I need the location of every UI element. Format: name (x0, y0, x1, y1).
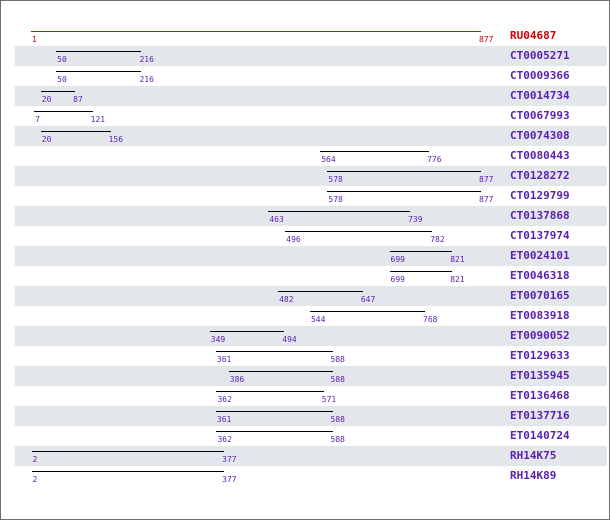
alignment-bar (327, 191, 481, 192)
alignment-bar (32, 471, 225, 472)
alignment-bar (56, 51, 141, 52)
alignment-bar (56, 71, 141, 72)
end-position: 877 (479, 175, 494, 184)
start-position: 496 (286, 235, 301, 244)
alignment-bar (32, 451, 225, 452)
end-position: 377 (222, 475, 237, 484)
end-position: 588 (330, 415, 345, 424)
sequence-id-link[interactable]: ET0070165 (510, 289, 570, 302)
start-position: 463 (269, 215, 284, 224)
start-position: 361 (216, 415, 232, 424)
end-position: 87 (73, 95, 83, 104)
sequence-id-link[interactable]: CT0005271 (510, 49, 570, 62)
start-position: 361 (216, 355, 232, 364)
end-position: 877 (479, 195, 494, 204)
alignment-bar (310, 311, 425, 312)
sequence-id-link[interactable]: CT0128272 (510, 169, 570, 182)
sequence-id-link[interactable]: CT0009366 (510, 69, 570, 82)
end-position: 216 (139, 75, 154, 84)
alignment-bar (320, 151, 429, 152)
alignment-bar (278, 291, 363, 292)
start-position: 544 (310, 315, 326, 324)
alignment-bar (216, 431, 332, 432)
alignment-bar (41, 131, 111, 132)
end-position: 121 (90, 115, 106, 124)
sequence-id-link[interactable]: ET0129633 (510, 349, 570, 362)
start-position: 386 (229, 375, 245, 384)
start-position: 20 (41, 135, 52, 144)
end-position: 494 (282, 335, 297, 344)
reference-bar (31, 31, 481, 32)
start-position: 564 (321, 155, 336, 164)
end-position: 821 (450, 255, 465, 264)
start-position: 699 (390, 275, 405, 284)
start-position: 7 (35, 115, 40, 124)
alignment-bar (268, 211, 410, 212)
end-position: 739 (408, 215, 423, 224)
sequence-id-link[interactable]: ET0046318 (510, 269, 570, 282)
end-position: 588 (330, 435, 345, 444)
start-position: 1 (32, 35, 37, 44)
end-position: 588 (330, 375, 345, 384)
sequence-id-link[interactable]: CT0080443 (510, 149, 570, 162)
sequence-id-link[interactable]: CT0074308 (510, 129, 570, 142)
sequence-id-link[interactable]: CT0137974 (510, 229, 570, 242)
reference-id-link[interactable]: RU04687 (510, 29, 557, 42)
alignment-bar (41, 91, 75, 92)
start-position: 362 (217, 435, 232, 444)
alignment-bar (216, 391, 323, 392)
sequence-id-link[interactable]: CT0014734 (510, 89, 570, 102)
end-position: 768 (423, 315, 438, 324)
alignment-bar (390, 251, 453, 252)
end-position: 647 (360, 295, 376, 304)
start-position: 362 (217, 395, 232, 404)
alignment-bar (216, 351, 333, 352)
sequence-id-link[interactable]: ET0090052 (510, 329, 570, 342)
end-position: 776 (427, 155, 442, 164)
sequence-id-link[interactable]: ET0140724 (510, 429, 570, 442)
sequence-id-link[interactable]: CT0067993 (510, 109, 570, 122)
start-position: 50 (57, 55, 67, 64)
alignment-bar (327, 171, 481, 172)
alignment-bar (216, 411, 333, 412)
alignment-bar (34, 111, 93, 112)
start-position: 2 (32, 455, 38, 464)
sequence-id-link[interactable]: RH14K89 (510, 469, 557, 482)
end-position: 571 (321, 395, 337, 404)
start-position: 50 (57, 75, 67, 84)
end-position: 377 (222, 455, 237, 464)
start-position: 2 (32, 475, 38, 484)
start-position: 578 (328, 175, 343, 184)
start-position: 20 (41, 95, 52, 104)
end-position: 782 (430, 235, 445, 244)
sequence-id-link[interactable]: ET0137716 (510, 409, 570, 422)
alignment-bar (390, 271, 453, 272)
sequence-id-link[interactable]: ET0024101 (510, 249, 570, 262)
alignment-bar (285, 231, 432, 232)
alignment-bar (229, 371, 333, 372)
end-position: 877 (479, 35, 494, 44)
sequence-id-link[interactable]: ET0136468 (510, 389, 570, 402)
alignment-bar (210, 331, 284, 332)
sequence-id-link[interactable]: CT0129799 (510, 189, 570, 202)
sequence-id-link[interactable]: ET0083918 (510, 309, 570, 322)
start-position: 482 (279, 295, 294, 304)
end-position: 156 (108, 135, 124, 144)
sequence-id-link[interactable]: CT0137868 (510, 209, 570, 222)
start-position: 578 (328, 195, 343, 204)
start-position: 699 (390, 255, 405, 264)
end-position: 588 (330, 355, 345, 364)
end-position: 216 (139, 55, 154, 64)
sequence-id-link[interactable]: RH14K75 (510, 449, 557, 462)
start-position: 349 (210, 335, 226, 344)
end-position: 821 (450, 275, 465, 284)
sequence-id-link[interactable]: ET0135945 (510, 369, 570, 382)
